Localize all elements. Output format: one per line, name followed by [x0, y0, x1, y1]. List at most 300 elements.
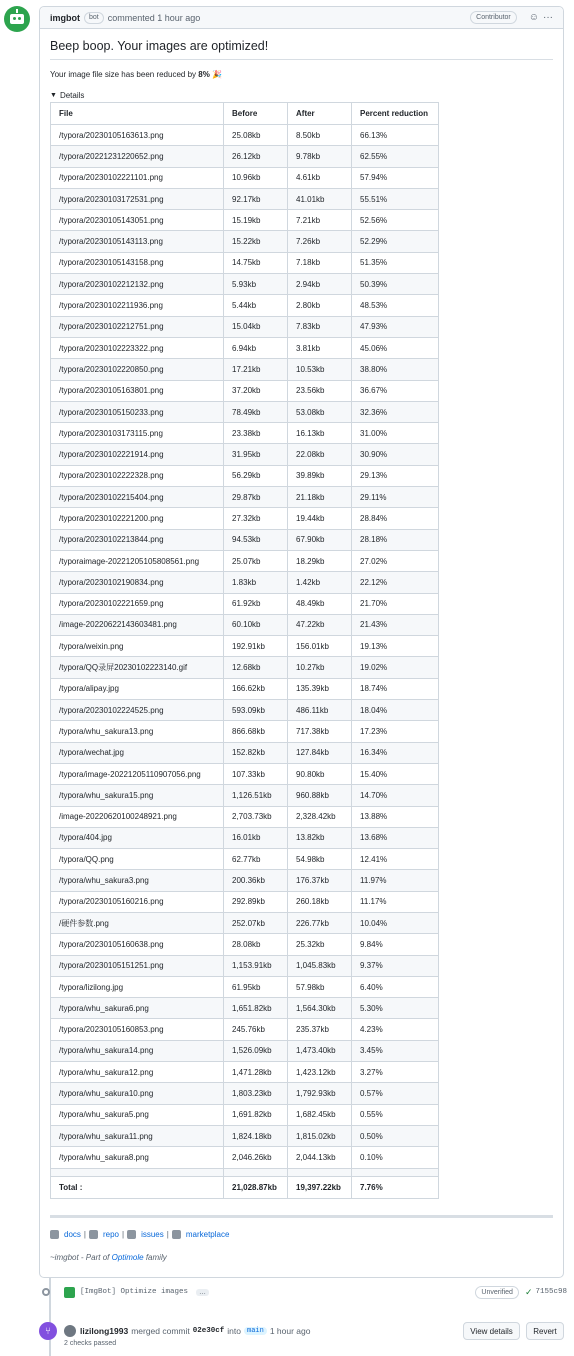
cell-after: 67.90kb [288, 529, 352, 550]
cell-file: /typora/20230103172531.png [51, 188, 224, 209]
docs-link[interactable]: docs [64, 1229, 81, 1239]
details-toggle[interactable] [50, 91, 553, 100]
cell-before: 37.20kb [224, 380, 288, 401]
cell-file: /typora/20230105163801.png [51, 380, 224, 401]
cell-file: /typora/whu_sakura12.png [51, 1062, 224, 1083]
merge-event [39, 1322, 569, 1352]
table-row [51, 1083, 439, 1104]
cell-file: /typora/20230102212132.png [51, 274, 224, 295]
cell-before: 15.19kb [224, 210, 288, 231]
spacer-cell [224, 1168, 288, 1176]
cell-percent: 12.41% [352, 849, 439, 870]
cell-percent: 13.68% [352, 827, 439, 848]
table-row [51, 763, 439, 784]
header-file: File [51, 103, 224, 125]
cell-before: 62.77kb [224, 849, 288, 870]
cell-file: /typora/20230102221659.png [51, 593, 224, 614]
cell-percent: 38.80% [352, 359, 439, 380]
cell-after: 7.18kb [288, 252, 352, 273]
cell-before: 12.68kb [224, 657, 288, 678]
cell-file: /typora/weixin.png [51, 636, 224, 657]
cell-after: 19.44kb [288, 508, 352, 529]
merge-time[interactable]: 1 hour ago [269, 1326, 311, 1336]
comment-body [40, 29, 563, 1262]
cell-file: /typora/lizilong.jpg [51, 976, 224, 997]
cell-percent: 32.36% [352, 401, 439, 422]
cell-file: /typora/20230102221200.png [51, 508, 224, 529]
cell-file: /typora/whu_sakura13.png [51, 721, 224, 742]
cell-percent: 62.55% [352, 146, 439, 167]
cell-percent: 66.13% [352, 125, 439, 146]
comment-title: Beep boop. Your images are optimized! [50, 39, 553, 60]
cell-before: 1,526.09kb [224, 1040, 288, 1061]
cell-after: 7.21kb [288, 210, 352, 231]
party-icon: 🎉 [212, 70, 223, 79]
cell-percent: 11.17% [352, 891, 439, 912]
footer-suffix: family [143, 1252, 167, 1262]
cell-after: 1,473.40kb [288, 1040, 352, 1061]
imgbot-avatar[interactable] [4, 6, 30, 32]
cell-before: 1,471.28kb [224, 1062, 288, 1083]
cell-file: /typora/20230102213844.png [51, 529, 224, 550]
revert-button[interactable]: Revert [526, 1322, 564, 1340]
table-body [51, 125, 439, 1199]
cell-percent: 0.55% [352, 1104, 439, 1125]
optimization-table [50, 102, 439, 1199]
cell-percent: 19.13% [352, 636, 439, 657]
marketplace-link[interactable]: marketplace [185, 1229, 230, 1239]
cell-after: 1,682.45kb [288, 1104, 352, 1125]
cell-percent: 19.02% [352, 657, 439, 678]
cell-file: /typora/20230105163613.png [51, 125, 224, 146]
cell-after: 135.39kb [288, 678, 352, 699]
cell-file: /typora/20221231220652.png [51, 146, 224, 167]
table-row [51, 849, 439, 870]
cell-before: 94.53kb [224, 529, 288, 550]
cell-after: 1,564.30kb [288, 998, 352, 1019]
bot-label: bot [84, 12, 104, 24]
cell-percent: 52.29% [352, 231, 439, 252]
table-row [51, 210, 439, 231]
cell-file: /typora/20230102211936.png [51, 295, 224, 316]
cell-before: 1,153.91kb [224, 955, 288, 976]
table-row [51, 1062, 439, 1083]
cell-file: /image-20220622143603481.png [51, 614, 224, 635]
cell-file: /typora/20230105160216.png [51, 891, 224, 912]
merge-action: merged commit [131, 1326, 190, 1336]
cell-percent: 27.02% [352, 550, 439, 571]
table-row [51, 1040, 439, 1061]
cell-percent: 47.93% [352, 316, 439, 337]
cell-percent: 0.10% [352, 1147, 439, 1168]
header-before: Before [224, 103, 288, 125]
cell-after: 10.27kb [288, 657, 352, 678]
cell-before: 78.49kb [224, 401, 288, 422]
cell-file: /typora/image-20221205110907056.png [51, 763, 224, 784]
cell-after: 54.98kb [288, 849, 352, 870]
table-row [51, 678, 439, 699]
cell-file: /typora/20230105151251.png [51, 955, 224, 976]
cell-before: 5.93kb [224, 274, 288, 295]
cell-percent: 14.70% [352, 785, 439, 806]
repo-link[interactable]: repo [102, 1229, 119, 1239]
comment-author[interactable]: imgbot [50, 12, 80, 23]
cell-percent: 50.39% [352, 274, 439, 295]
cell-after: 1,045.83kb [288, 955, 352, 976]
table-row [51, 465, 439, 486]
cell-percent: 0.50% [352, 1125, 439, 1146]
smiley-icon[interactable]: ☺ [528, 12, 539, 23]
cell-after: 57.98kb [288, 976, 352, 997]
table-spacer-row [51, 1168, 439, 1176]
cell-after: 156.01kb [288, 636, 352, 657]
cell-after: 235.37kb [288, 1019, 352, 1040]
table-row [51, 912, 439, 933]
cell-before: 1,126.51kb [224, 785, 288, 806]
cell-file: /typora/whu_sakura6.png [51, 998, 224, 1019]
cell-percent: 9.84% [352, 934, 439, 955]
table-row [51, 550, 439, 571]
table-row [51, 529, 439, 550]
table-row [51, 657, 439, 678]
footer-links [50, 1230, 553, 1239]
cell-percent: 55.51% [352, 188, 439, 209]
cell-file: /typora/whu_sakura5.png [51, 1104, 224, 1125]
cell-before: 107.33kb [224, 763, 288, 784]
cell-file: /typora/20230102221914.png [51, 444, 224, 465]
table-row [51, 231, 439, 252]
unverified-badge[interactable]: Unverified [475, 1286, 519, 1299]
cell-after: 47.22kb [288, 614, 352, 635]
cell-percent: 51.35% [352, 252, 439, 273]
cell-before: 2,046.26kb [224, 1147, 288, 1168]
cell-file: /typora/404.jpg [51, 827, 224, 848]
cell-after: 9.78kb [288, 146, 352, 167]
commit-row [42, 1284, 567, 1300]
comment-timestamp[interactable]: commented 1 hour ago [107, 12, 201, 23]
table-row [51, 742, 439, 763]
cell-percent: 4.23% [352, 1019, 439, 1040]
cell-percent: 3.45% [352, 1040, 439, 1061]
cell-before: 5.44kb [224, 295, 288, 316]
cell-before: 1.83kb [224, 572, 288, 593]
table-row [51, 998, 439, 1019]
cell-after: 53.08kb [288, 401, 352, 422]
cell-before: 25.08kb [224, 125, 288, 146]
commit-expand-button[interactable]: … [196, 1289, 209, 1296]
table-row [51, 721, 439, 742]
cell-after: 90.80kb [288, 763, 352, 784]
cell-file: /typora/wechat.jpg [51, 742, 224, 763]
table-row [51, 487, 439, 508]
cell-after: 226.77kb [288, 912, 352, 933]
cell-after: 39.89kb [288, 465, 352, 486]
optimole-link[interactable]: Optimole [111, 1252, 144, 1262]
cell-before: 866.68kb [224, 721, 288, 742]
table-row [51, 572, 439, 593]
cell-after: 2,044.13kb [288, 1147, 352, 1168]
cell-before: 25.07kb [224, 550, 288, 571]
table-row [51, 188, 439, 209]
cell-before: 17.21kb [224, 359, 288, 380]
commit-sha[interactable]: 7155c98 [535, 1288, 567, 1296]
cell-file: /typora/20230102224525.png [51, 700, 224, 721]
table-row [51, 274, 439, 295]
cell-before: 92.17kb [224, 188, 288, 209]
cell-file: /typora/20230102223322.png [51, 337, 224, 358]
table-row [51, 1019, 439, 1040]
link-separator: | [166, 1229, 169, 1239]
cell-file: /typora/alipay.jpg [51, 678, 224, 699]
cell-after: 23.56kb [288, 380, 352, 401]
table-row [51, 593, 439, 614]
cell-file: /typora/20230103173115.png [51, 423, 224, 444]
cell-after: 25.32kb [288, 934, 352, 955]
cell-before: 1,824.18kb [224, 1125, 288, 1146]
total-after: 19,397.22kb [288, 1176, 352, 1198]
cell-file: /typora/20230102215404.png [51, 487, 224, 508]
kebab-menu-icon[interactable]: ··· [543, 12, 553, 23]
cell-before: 27.32kb [224, 508, 288, 529]
cell-percent: 21.43% [352, 614, 439, 635]
cell-after: 7.26kb [288, 231, 352, 252]
cell-percent: 18.74% [352, 678, 439, 699]
table-row [51, 401, 439, 422]
triangle-down-icon: ▼ [50, 92, 57, 99]
cell-before: 60.10kb [224, 614, 288, 635]
cell-before: 593.09kb [224, 700, 288, 721]
cell-percent: 15.40% [352, 763, 439, 784]
cell-after: 176.37kb [288, 870, 352, 891]
cell-before: 23.38kb [224, 423, 288, 444]
cell-file: /typora/QQ.png [51, 849, 224, 870]
cell-percent: 29.13% [352, 465, 439, 486]
table-header-row [51, 103, 439, 125]
reduction-summary [50, 70, 553, 79]
merge-commit-hash[interactable]: 02e30cf [192, 1327, 225, 1335]
table-row [51, 316, 439, 337]
table-row [51, 806, 439, 827]
spacer-cell [288, 1168, 352, 1176]
table-row [51, 380, 439, 401]
cell-file: /typora/whu_sakura11.png [51, 1125, 224, 1146]
cell-after: 13.82kb [288, 827, 352, 848]
cell-after: 21.18kb [288, 487, 352, 508]
cell-percent: 10.04% [352, 912, 439, 933]
issues-icon [127, 1230, 136, 1239]
divider [50, 1215, 553, 1218]
header-after: After [288, 103, 352, 125]
link-separator: | [122, 1229, 125, 1239]
commit-message[interactable]: [ImgBot] Optimize images [80, 1288, 189, 1296]
imgbot-footer [50, 1253, 553, 1262]
commit-avatar[interactable] [64, 1287, 75, 1298]
avatar-antenna [16, 9, 18, 13]
cell-before: 200.36kb [224, 870, 288, 891]
total-before: 21,028.87kb [224, 1176, 288, 1198]
table-row [51, 955, 439, 976]
cell-file: /typora/whu_sakura8.png [51, 1147, 224, 1168]
cell-percent: 29.11% [352, 487, 439, 508]
link-separator: | [83, 1229, 86, 1239]
table-row [51, 295, 439, 316]
cell-file: /typora/20230105160638.png [51, 934, 224, 955]
cell-before: 1,803.23kb [224, 1083, 288, 1104]
cell-file: /typora/20230102220850.png [51, 359, 224, 380]
cell-before: 15.22kb [224, 231, 288, 252]
cell-before: 1,651.82kb [224, 998, 288, 1019]
cell-before: 28.08kb [224, 934, 288, 955]
cell-file: /image-20220620100248921.png [51, 806, 224, 827]
merger-avatar[interactable] [64, 1325, 76, 1337]
table-row [51, 508, 439, 529]
cell-after: 18.29kb [288, 550, 352, 571]
cell-after: 1.42kb [288, 572, 352, 593]
cell-after: 8.50kb [288, 125, 352, 146]
github-icon [89, 1230, 98, 1239]
checks-passed[interactable]: 2 checks passed [64, 1340, 117, 1347]
table-row [51, 700, 439, 721]
cell-after: 1,792.93kb [288, 1083, 352, 1104]
cell-before: 15.04kb [224, 316, 288, 337]
commit-icon [42, 1288, 50, 1296]
cell-percent: 31.00% [352, 423, 439, 444]
table-row [51, 146, 439, 167]
cell-percent: 36.67% [352, 380, 439, 401]
cell-after: 4.61kb [288, 167, 352, 188]
cell-before: 252.07kb [224, 912, 288, 933]
cell-after: 22.08kb [288, 444, 352, 465]
table-row [51, 444, 439, 465]
issues-link[interactable]: issues [141, 1229, 164, 1239]
cell-after: 486.11kb [288, 700, 352, 721]
cell-percent: 28.18% [352, 529, 439, 550]
cell-file: /typora/20230105150233.png [51, 401, 224, 422]
table-row [51, 1147, 439, 1168]
cell-percent: 21.70% [352, 593, 439, 614]
table-row [51, 891, 439, 912]
cell-percent: 28.84% [352, 508, 439, 529]
cell-file: /typora/20230105143051.png [51, 210, 224, 231]
cell-before: 61.92kb [224, 593, 288, 614]
cell-percent: 18.04% [352, 700, 439, 721]
cell-before: 16.01kb [224, 827, 288, 848]
cell-after: 2.80kb [288, 295, 352, 316]
cell-file: /硬件参数.png [51, 912, 224, 933]
cell-percent: 5.30% [352, 998, 439, 1019]
cell-percent: 3.27% [352, 1062, 439, 1083]
table-total-row [51, 1176, 439, 1198]
cell-after: 127.84kb [288, 742, 352, 763]
cell-after: 2.94kb [288, 274, 352, 295]
table-row [51, 1125, 439, 1146]
cell-percent: 6.40% [352, 976, 439, 997]
cell-before: 14.75kb [224, 252, 288, 273]
table-row [51, 167, 439, 188]
merge-text [64, 1325, 310, 1337]
cell-percent: 11.97% [352, 870, 439, 891]
table-row [51, 870, 439, 891]
cell-before: 245.76kb [224, 1019, 288, 1040]
header-percent: Percent reduction [352, 103, 439, 125]
cell-percent: 30.90% [352, 444, 439, 465]
merger-username[interactable]: lizilong1993 [80, 1326, 129, 1336]
cell-after: 16.13kb [288, 423, 352, 444]
cell-before: 56.29kb [224, 465, 288, 486]
check-icon: ✓ [524, 1286, 533, 1297]
cell-after: 1,815.02kb [288, 1125, 352, 1146]
cell-before: 26.12kb [224, 146, 288, 167]
docs-icon [50, 1230, 59, 1239]
cell-file: /typora/whu_sakura10.png [51, 1083, 224, 1104]
cell-percent: 16.34% [352, 742, 439, 763]
cell-before: 292.89kb [224, 891, 288, 912]
view-details-button[interactable]: View details [463, 1322, 520, 1340]
cell-before: 31.95kb [224, 444, 288, 465]
table-row [51, 337, 439, 358]
branch-label[interactable]: main [244, 1327, 267, 1335]
cell-before: 166.62kb [224, 678, 288, 699]
cell-file: /typora/whu_sakura15.png [51, 785, 224, 806]
cell-after: 260.18kb [288, 891, 352, 912]
cell-percent: 13.88% [352, 806, 439, 827]
cell-percent: 22.12% [352, 572, 439, 593]
cell-file: /typora/20230102190834.png [51, 572, 224, 593]
cell-before: 6.94kb [224, 337, 288, 358]
cell-before: 10.96kb [224, 167, 288, 188]
cell-after: 717.38kb [288, 721, 352, 742]
table-row [51, 125, 439, 146]
reduction-value: 8% [198, 70, 210, 79]
contributor-badge: Contributor [470, 11, 517, 24]
table-row [51, 1104, 439, 1125]
cell-percent: 57.94% [352, 167, 439, 188]
cell-percent: 9.37% [352, 955, 439, 976]
cell-after: 960.88kb [288, 785, 352, 806]
cell-file: /typora/20230102222328.png [51, 465, 224, 486]
marketplace-icon [172, 1230, 181, 1239]
cell-before: 152.82kb [224, 742, 288, 763]
cell-percent: 45.06% [352, 337, 439, 358]
comment-header [40, 7, 563, 29]
merge-into: into [227, 1326, 241, 1336]
cell-after: 48.49kb [288, 593, 352, 614]
table-row [51, 827, 439, 848]
comment-box [39, 6, 564, 1278]
cell-before: 61.95kb [224, 976, 288, 997]
cell-file: /typoraimage-20221205105808561.png [51, 550, 224, 571]
cell-after: 10.53kb [288, 359, 352, 380]
cell-after: 1,423.12kb [288, 1062, 352, 1083]
spacer-cell [51, 1168, 224, 1176]
table-row [51, 785, 439, 806]
details-label: Details [59, 91, 85, 100]
robot-icon [10, 14, 24, 24]
cell-percent: 52.56% [352, 210, 439, 231]
cell-file: /typora/20230105160853.png [51, 1019, 224, 1040]
cell-percent: 0.57% [352, 1083, 439, 1104]
table-row [51, 934, 439, 955]
table-row [51, 976, 439, 997]
reduction-text: Your image file size has been reduced by [50, 70, 199, 79]
cell-file: /typora/whu_sakura3.png [51, 870, 224, 891]
cell-percent: 17.23% [352, 721, 439, 742]
spacer-cell [352, 1168, 439, 1176]
table-row [51, 636, 439, 657]
table-row [51, 423, 439, 444]
total-label: Total : [51, 1176, 224, 1198]
git-merge-icon: ⑂ [39, 1322, 57, 1340]
